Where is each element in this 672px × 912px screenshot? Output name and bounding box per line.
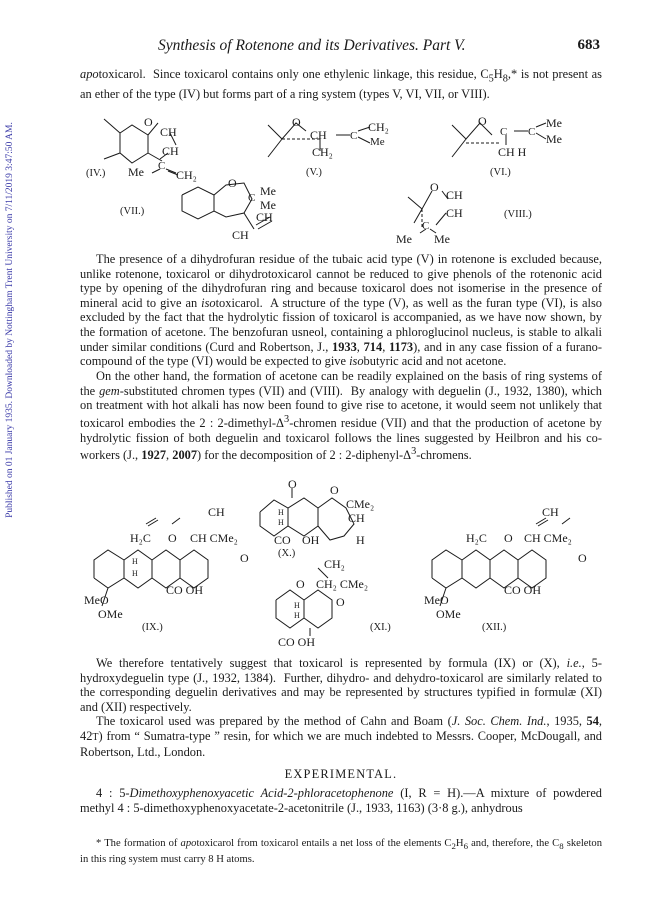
page-number: 683 (577, 37, 600, 53)
atom-co-oh-xi: CO OH (278, 635, 316, 649)
atom-o-xii-1: O (504, 531, 513, 545)
atom-o-v: O (292, 115, 301, 129)
atom-h2c-ix: H₂C (130, 531, 151, 545)
atom-ch2-iv: CH₂ (176, 168, 197, 182)
atom-ch2-v-2: CH₂ (312, 145, 333, 159)
atom-ch-v: CH (310, 128, 327, 142)
atom-ch2-cme2-xi: CH₂ CMe₂ (316, 577, 369, 591)
formula-label-viii: (VIII.) (504, 209, 532, 220)
atom-ch-cme2-xii: CH CMe₂ (524, 531, 572, 545)
atom-me-vii-2: Me (260, 198, 276, 212)
atom-ome-xii: OMe (436, 607, 461, 621)
paragraph-dihydrofuran: The presence of a dihydrofuran residue of the tubaic acid type (V) in rotenone is excluded because, unlike rotenone, toxicarol or dihydrotoxicarol cannot be reduced to give phenols of the rotenonic acid type by opening of the dihydrofuran ring and because toxicarol does not isomerise in the presence of mineral acid to give an isotoxicarol. A structure of the type (V), as well as the furan type (VI), is also excluded by the fact that the hydrolytic fission of toxicarol is accompanied, as we have now shown, by the formation of acetone. The benzofuran usneol, containing a phloroglucinol nucleus, is stable to alkali under similar conditions (Curd and Robertson, J., 1933, 714, 1173), and in any case fission of a furano-compound of the type (VI) would be expected to give isobutyric acid and not acetone. (80, 252, 603, 369)
atom-oh-x: OH (302, 533, 320, 547)
atom-ch2-v-1: CH₂ (368, 120, 389, 134)
atom-o-xii-2: O (578, 551, 587, 565)
atom-co-oh-ix: CO OH (166, 583, 204, 597)
atom-o-ix-1: O (168, 531, 177, 545)
atom-co-oh-xii: CO OH (504, 583, 542, 597)
atom-ch-xii: CH (542, 505, 559, 519)
paragraph-experimental: 4 : 5-Dimethoxyphenoxyacetic Acid-2-phloracetophenone (I, R = H).—A mixture of powdered methyl 4 : 5-dimethoxyphenoxyacetate-2-acetonitrile (J., 1933, 1163) (3·8 g.), anhydrous (80, 786, 603, 815)
atom-c-vi-2: C (528, 126, 536, 138)
atom-h-x: H (356, 533, 365, 547)
atom-h2c-xii: H₂C (466, 531, 487, 545)
atom-c-v: C (350, 130, 358, 142)
atom-o-x-2: O (330, 483, 339, 497)
atom-c-viii: C (422, 220, 430, 232)
atom-ome-ix: OMe (98, 607, 123, 621)
formula-label-xii: (XII.) (482, 622, 507, 633)
figure-formulae-ix-xii (80, 478, 602, 650)
atom-ch-vii-2: CH (232, 228, 249, 242)
atom-me-vii-1: Me (260, 184, 276, 198)
atom-o-xi-1: O (296, 577, 305, 591)
formula-label-x: (X.) (278, 548, 296, 559)
atom-c-iv: C (158, 160, 166, 172)
formula-label-iv: (IV.) (86, 168, 106, 179)
atom-o-vii: O (228, 176, 237, 190)
atom-h-ix-1: H (132, 557, 138, 566)
atom-h-x-2: H (278, 518, 284, 527)
atom-h-ix-2: H (132, 569, 138, 578)
paragraph-intro: apotoxicarol. Since toxicarol contains only one ethylenic linkage, this residue, $C_5H_8,*$ is not present as an ether of the type (IV) but forms part of a ring system (types V, VI, VII, or VIII). (80, 67, 602, 102)
download-notice: Published on 01 January 1935. Downloaded by Nottingham Trent University on 7/11/2019 3:47:50 AM. (5, 122, 15, 518)
formula-label-ix: (IX.) (142, 622, 163, 633)
footnote: * The formation of apotoxicarol from toxicarol entails a net loss of the elements $C_2H_6$ and, therefore, the $C_8$ skeleton in this ring system must carry 8 H atoms. (80, 838, 603, 866)
atom-ch-x: CH (348, 511, 365, 525)
atom-o-viii: O (430, 180, 439, 194)
atom-me-v: Me (370, 136, 385, 148)
formula-label-v: (V.) (306, 167, 322, 178)
atom-h-xi-1: H (294, 601, 300, 610)
atom-me-iv: Me (128, 165, 144, 179)
atom-me-viii-2: Me (434, 232, 450, 246)
atom-me-vi-2: Me (546, 132, 562, 146)
paragraph-acetone: On the other hand, the formation of acetone can be readily explained on the basis of ring systems of the gem-substituted chromen types (VII) and (VIII). By analogy with deguelin (J., 1932, 1380), which on treatment with hot alkali has now been found to give rise to acetone, it would seem not unlikely that toxicarol embodies the 2 : $2-dimethyl-\Delta^3$-chromen residue (VII) and that the production of acetone by hydrolytic fission of both deguelin and toxicarol follows the lines suggested by Heilbron and his co-workers (J., 1927, 2007) for the decomposition of 2 : $2-diphenyl-\Delta^3$-chromens. (80, 369, 603, 463)
atom-o-ix-2: O (240, 551, 249, 565)
atom-cme2-x: CMe₂ (346, 497, 375, 511)
atom-h-x-1: H (278, 508, 284, 517)
formula-label-vi: (VI.) (490, 167, 511, 178)
atom-ch2-xi: CH₂ (324, 557, 345, 571)
atom-ch-viii-1: CH (446, 188, 463, 202)
atom-o-vi: O (478, 114, 487, 128)
atom-o-xi-2: O (336, 595, 345, 609)
atom-ch-h-vi: CH H (498, 145, 527, 159)
atom-ch-vii-1: CH (256, 210, 273, 224)
atom-me-vi-1: Me (546, 116, 562, 130)
formula-label-vii: (VII.) (120, 206, 145, 217)
section-heading-experimental: EXPERIMENTAL. (284, 767, 398, 781)
atom-ch-cme2-ix: CH CMe₂ (190, 531, 238, 545)
atom-c-vii: C (248, 192, 256, 204)
atom-ch-iv-2: CH (162, 144, 179, 158)
atom-meo-xii: MeO (424, 593, 449, 607)
formula-label-xi: (XI.) (370, 622, 391, 633)
running-title: Synthesis of Rotenone and its Derivatives. Part V. (158, 37, 466, 54)
figure-formulae-iv-viii (80, 113, 602, 250)
atom-ch-viii-2: CH (446, 206, 463, 220)
atom-o-x-1: O (288, 478, 297, 491)
atom-h-xi-2: H (294, 611, 300, 620)
atom-co-x: CO (274, 533, 291, 547)
atom-meo-ix: MeO (84, 593, 109, 607)
paragraph-conclusion: We therefore tentatively suggest that toxicarol is represented by formula (IX) or (X), i.e., 5-hydroxydeguelin type (J., 1932, 1384). Further, dihydro- and dehydro-toxicarol are similarly related to the corresponding deguelin derivatives and may be represented by structures typified in formulæ (XI) and (XII) respectively. (80, 656, 602, 714)
atom-ch-ix: CH (208, 505, 225, 519)
paragraph-source: The toxicarol used was prepared by the method of Cahn and Boam (J. Soc. Chem. Ind., 1935, 54, 42T) from “ Sumatra-type ” resin, for which we are much indebted to Messrs. Cooper, McDougall, and Robertson, Ltd., London. (80, 714, 603, 760)
page-header (80, 37, 600, 57)
atom-c-vi-1: C (500, 126, 508, 138)
atom-me-viii-1: Me (396, 232, 412, 246)
atom-ch-iv-1: CH (160, 125, 177, 139)
atom-o-iv: O (144, 115, 153, 129)
